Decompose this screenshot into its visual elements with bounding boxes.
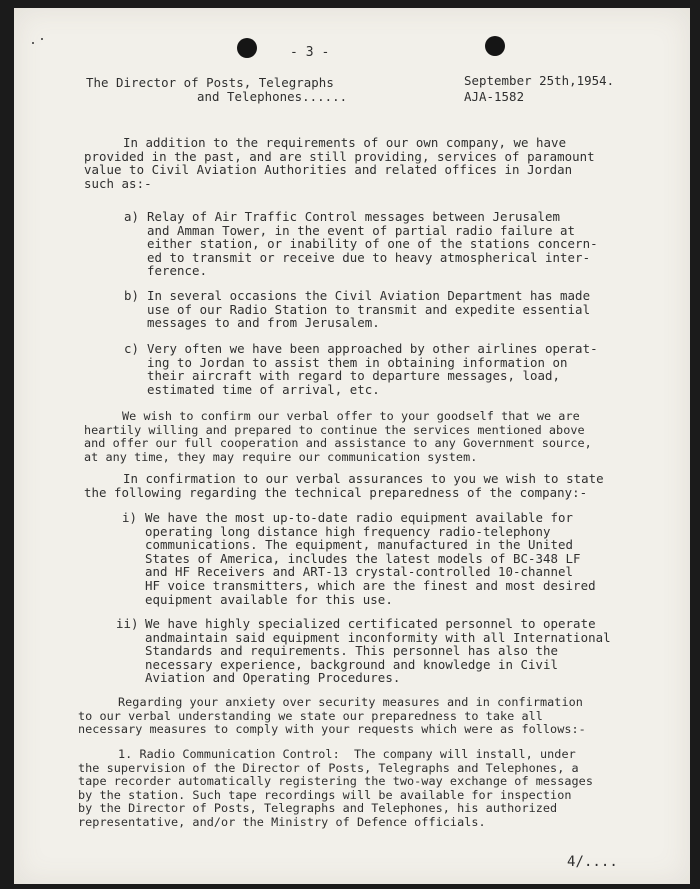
item-b-text: In several occasions the Civil Aviation Department has made use of our Radio Station to transmit and expedite essential messages to and from Jerusalem. [147,288,591,331]
page-number: - 3 - [290,45,330,60]
letter-page [14,8,690,884]
item-a-text: Relay of Air Traffic Control messages between Jerusalem and Amman Tower, in the event of partial radio failure at either station, or inability of one of the stations concern- ed to transmit or receive due to heavy atmospherical inter- ference. [147,209,598,279]
item-i-label: i) [122,510,138,525]
ink-speck [41,38,43,40]
radio-control-paragraph: 1. Radio Communication Control: The company will install, under the supervision of the Director of Posts, Telegraphs and Telephones, a tape recorder automatically registering the two-way exchange of messages by the station. Such tape recordings will be available for inspection by the Director of Posts, Telegraphs and Telephones, his authorized representative, and/or the Ministry of Defence officials. [78,747,593,829]
ink-speck [32,42,34,44]
intro-paragraph: In addition to the requirements of our own company, we have provided in the past, and are still providing, services of paramount value to Civil Aviation Authorities and related offices in Jordan such as:- [84,135,595,191]
item-a-label: a) [124,209,140,224]
confirmation-paragraph: In confirmation to our verbal assurances to you we wish to state the following regarding the technical preparedness of the company:- [84,471,604,500]
item-c-label: c) [124,341,140,356]
security-paragraph: Regarding your anxiety over security measures and in confirmation to our verbal understanding we state our preparedness to take all necessary measures to comply with your requests which were as follows:- [78,695,586,737]
confirm-paragraph: We wish to confirm our verbal offer to your goodself that we are heartily willing and prepared to continue the services mentioned above and offer our full cooperation and assistance to any Government source, at any time, they may require our communication system. [84,409,592,464]
letter-reference: AJA-1582 [464,89,525,104]
punch-hole-right [485,36,505,56]
continuation-marker: 4/.... [567,854,618,870]
item-b-label: b) [124,288,140,303]
item-i-text: We have the most up-to-date radio equipment available for operating long distance high frequency radio-telephony communications. The equipment, manufactured in the United States of America, includes the latest models of BC-348 LF and HF Receivers and ART-13 crystal-controlled 10-channel HF voice transmitters, which are the finest and most desired equipment available for this use. [145,510,596,607]
item-c-text: Very often we have been approached by other airlines operat- ing to Jordan to assist them in obtaining information on their aircraft with regard to departure messages, load, estimated time of arrival, etc. [147,341,598,397]
item-ii-label: ii) [116,616,139,631]
letter-date: September 25th,1954. [464,73,615,88]
recipient-line-1: The Director of Posts, Telegraphs [86,75,334,90]
punch-hole-left [237,38,257,58]
recipient-line-2: and Telephones...... [197,89,348,104]
item-ii-text: We have highly specialized certificated personnel to operate andmaintain said equipment inconformity with all International Standards and requirements. This personnel has also the necessary experience, background and knowledge in Civil Aviation and Operating Procedures. [145,616,611,686]
